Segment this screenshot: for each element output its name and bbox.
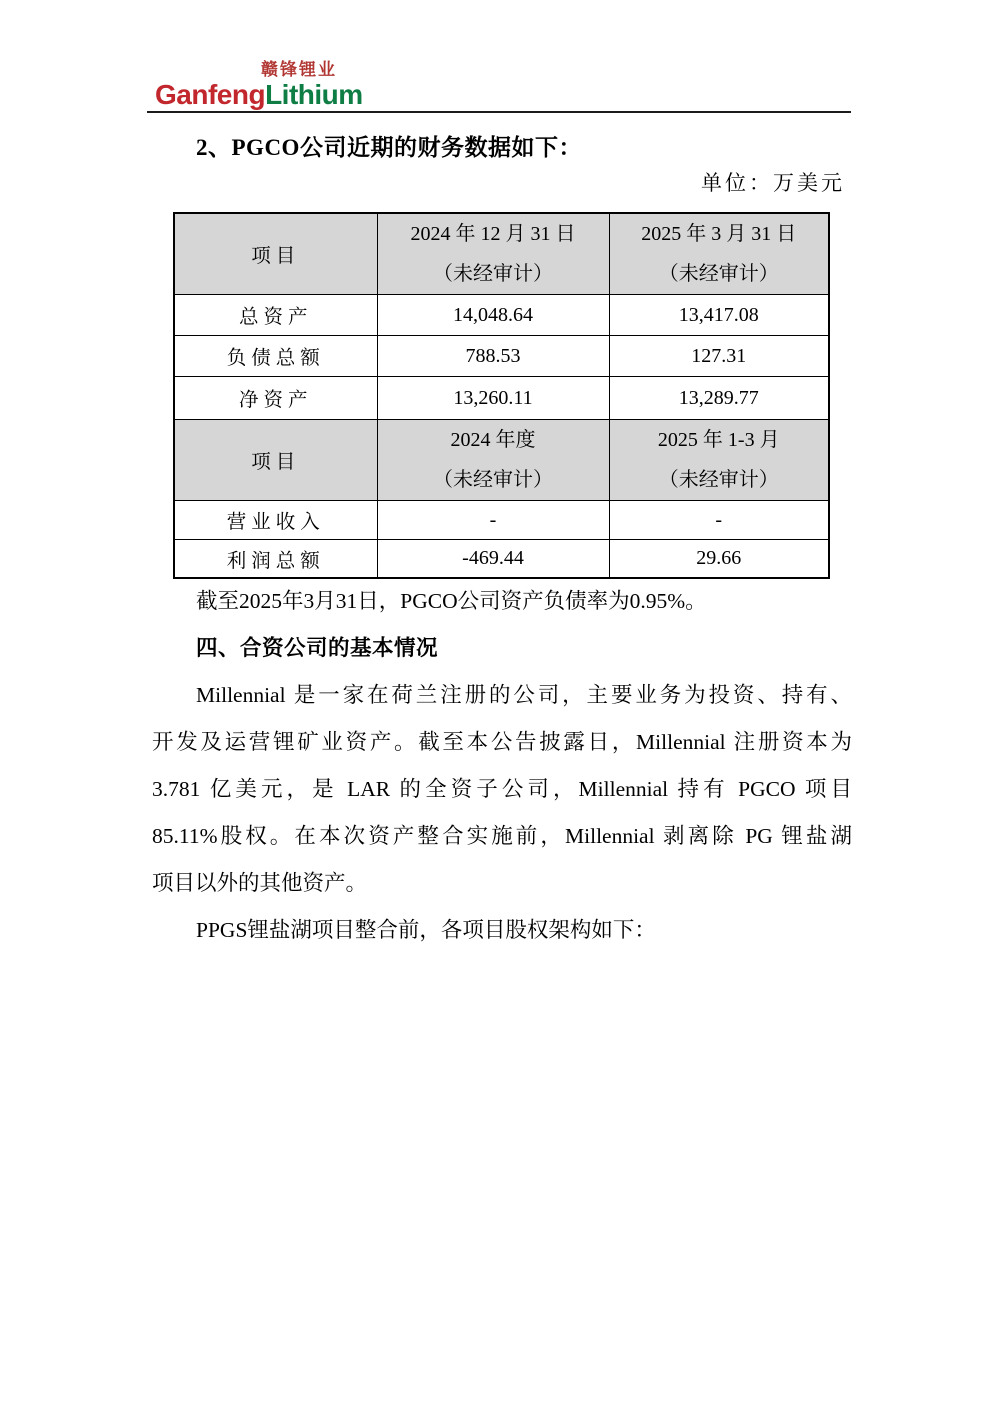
unit-label: 单位：万美元 <box>701 171 845 195</box>
row-value: 127.31 <box>609 336 829 377</box>
header-line-gap <box>610 249 829 259</box>
row-value: 788.53 <box>377 336 609 377</box>
row-value: -469.44 <box>377 540 609 579</box>
income-header-col1-date: 2024 年度 <box>450 429 536 451</box>
income-header-row <box>174 420 829 501</box>
logo-wordmark-lithium: Lithium <box>265 79 363 111</box>
row-label: 总资产 <box>174 295 377 336</box>
income-header-item-cell: 项目 <box>174 420 377 501</box>
balance-header-col1-cell <box>377 213 609 295</box>
balance-header-col1-note: （未经审计） <box>433 263 553 285</box>
ppgs-paragraph: PPGS锂盐湖项目整合前，各项目股权架构如下： <box>196 918 656 942</box>
row-value: 13,417.08 <box>609 295 829 336</box>
income-header-col1-note: （未经审计） <box>433 469 553 491</box>
header-divider-line <box>147 111 851 113</box>
row-value: - <box>609 501 829 540</box>
row-value: 14,048.64 <box>377 295 609 336</box>
table-row-operating-revenue <box>174 501 829 540</box>
balance-header-col1-date: 2024 年 12 月 31 日 <box>410 223 576 245</box>
paragraph-line: 3.781 亿美元，是 LAR 的全资子公司，Millennial 持有 PGCO 项目 <box>152 777 853 801</box>
paragraph-line: 项目以外的其他资产。 <box>152 871 368 895</box>
debt-ratio-paragraph: 截至2025年3月31日，PGCO公司资产负债率为0.95%。 <box>196 589 707 613</box>
table-row-total-liabilities <box>174 336 829 377</box>
balance-header-col2-cell <box>609 213 829 295</box>
paragraph-line: 开发及运营锂矿业资产。截至本公告披露日，Millennial 注册资本为 <box>152 730 852 754</box>
income-header-col2-date: 2025 年 1-3 月 <box>657 429 780 451</box>
logo-wordmark <box>155 81 363 109</box>
balance-header-col2-note: （未经审计） <box>658 263 779 285</box>
paragraph-line: 85.11%股权。在本次资产整合实施前，Millennial 剥离除 PG 锂盐湖 <box>152 824 852 848</box>
row-label: 利润总额 <box>174 540 377 579</box>
millennial-paragraph <box>152 672 852 907</box>
row-label: 净资产 <box>174 377 377 420</box>
paragraph-line: Millennial 是一家在荷兰注册的公司，主要业务为投资、持有、 <box>196 683 852 707</box>
section-2-heading: 2、PGCO公司近期的财务数据如下： <box>196 135 582 160</box>
balance-header-item-cell: 项目 <box>174 213 377 295</box>
section-4-heading: 四、合资公司的基本情况 <box>196 636 439 660</box>
row-label: 负债总额 <box>174 336 377 377</box>
row-value: 13,260.11 <box>377 377 609 420</box>
row-label: 营业收入 <box>174 501 377 540</box>
income-header-col2-cell <box>609 420 829 501</box>
company-logo <box>155 60 363 109</box>
table-row-total-assets <box>174 295 829 336</box>
balance-header-col2-date: 2025 年 3 月 31 日 <box>641 223 797 245</box>
row-value: 29.66 <box>609 540 829 579</box>
logo-wordmark-ganfeng: Ganfeng <box>155 79 266 111</box>
row-value: - <box>377 501 609 540</box>
income-header-col1-cell <box>377 420 609 501</box>
header-line-gap <box>378 249 609 259</box>
table-row-net-assets <box>174 377 829 420</box>
income-header-col2-note: （未经审计） <box>658 469 779 491</box>
financial-table <box>173 212 830 579</box>
balance-header-row <box>174 213 829 295</box>
body-text <box>152 578 852 954</box>
table-row-total-profit <box>174 540 829 579</box>
header-line-gap <box>610 455 829 465</box>
logo-chinese-text: 赣锋锂业 <box>261 60 337 79</box>
header-line-gap <box>378 455 609 465</box>
row-value: 13,289.77 <box>609 377 829 420</box>
